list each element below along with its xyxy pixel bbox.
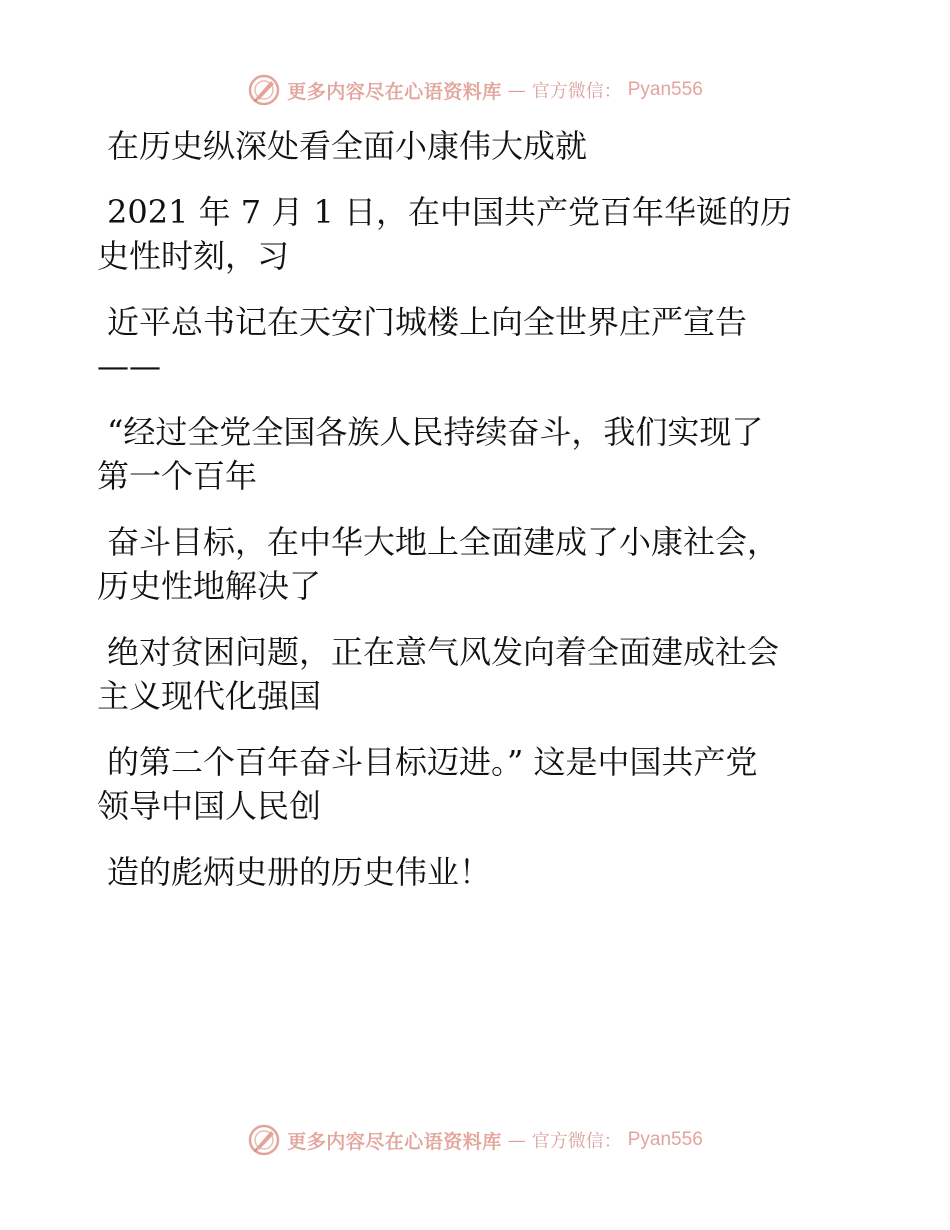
paragraph-line: 绝对贫困问题，正在意气风发向着全面建成社会 [107,633,780,671]
paragraph-line: 造的彪炳史册的历史伟业！ [107,853,492,891]
watermark-brand: 更多内容尽在心语资料库 [287,1130,502,1153]
paragraph-line: 主义现代化强国 [97,677,322,715]
paragraph-line: 近平总书记在天安门城楼上向全世界庄严宣告 [107,303,748,341]
paragraph-line: 历史性地解决了 [97,567,322,605]
paragraph-line: 2021 年 7 月 1 日，在中国共产党百年华诞的历 [107,193,793,231]
watermark-account: Pyan556 [627,79,703,100]
paragraph-line: “经过全党全国各族人民持续奋斗，我们实现了 [107,413,764,451]
watermark-dash: — [507,79,526,101]
paragraph-line: —— [97,347,161,385]
paragraph-line: 奋斗目标，在中华大地上全面建成了小康社会， [107,523,780,561]
paragraph-line: 第一个百年 [97,457,258,495]
paragraph-line: 领导中国人民创 [97,787,322,825]
quill-logo-icon [247,73,281,107]
quill-logo-icon [247,1123,281,1157]
watermark-dash: — [507,1129,526,1151]
document-body [97,124,857,894]
watermark-brand: 更多内容尽在心语资料库 [287,80,502,103]
watermark-account: Pyan556 [627,1129,703,1150]
footer-watermark [0,1120,950,1160]
watermark-label: 官方微信： [531,81,622,102]
paragraph-line: 史性时刻，习 [97,237,290,275]
document-title: 在历史纵深处看全面小康伟大成就 [107,127,588,165]
watermark-label: 官方微信： [531,1131,622,1152]
header-watermark [0,70,950,110]
paragraph-line: 的第二个百年奋斗目标迈进。” 这是中国共产党 [107,743,758,781]
